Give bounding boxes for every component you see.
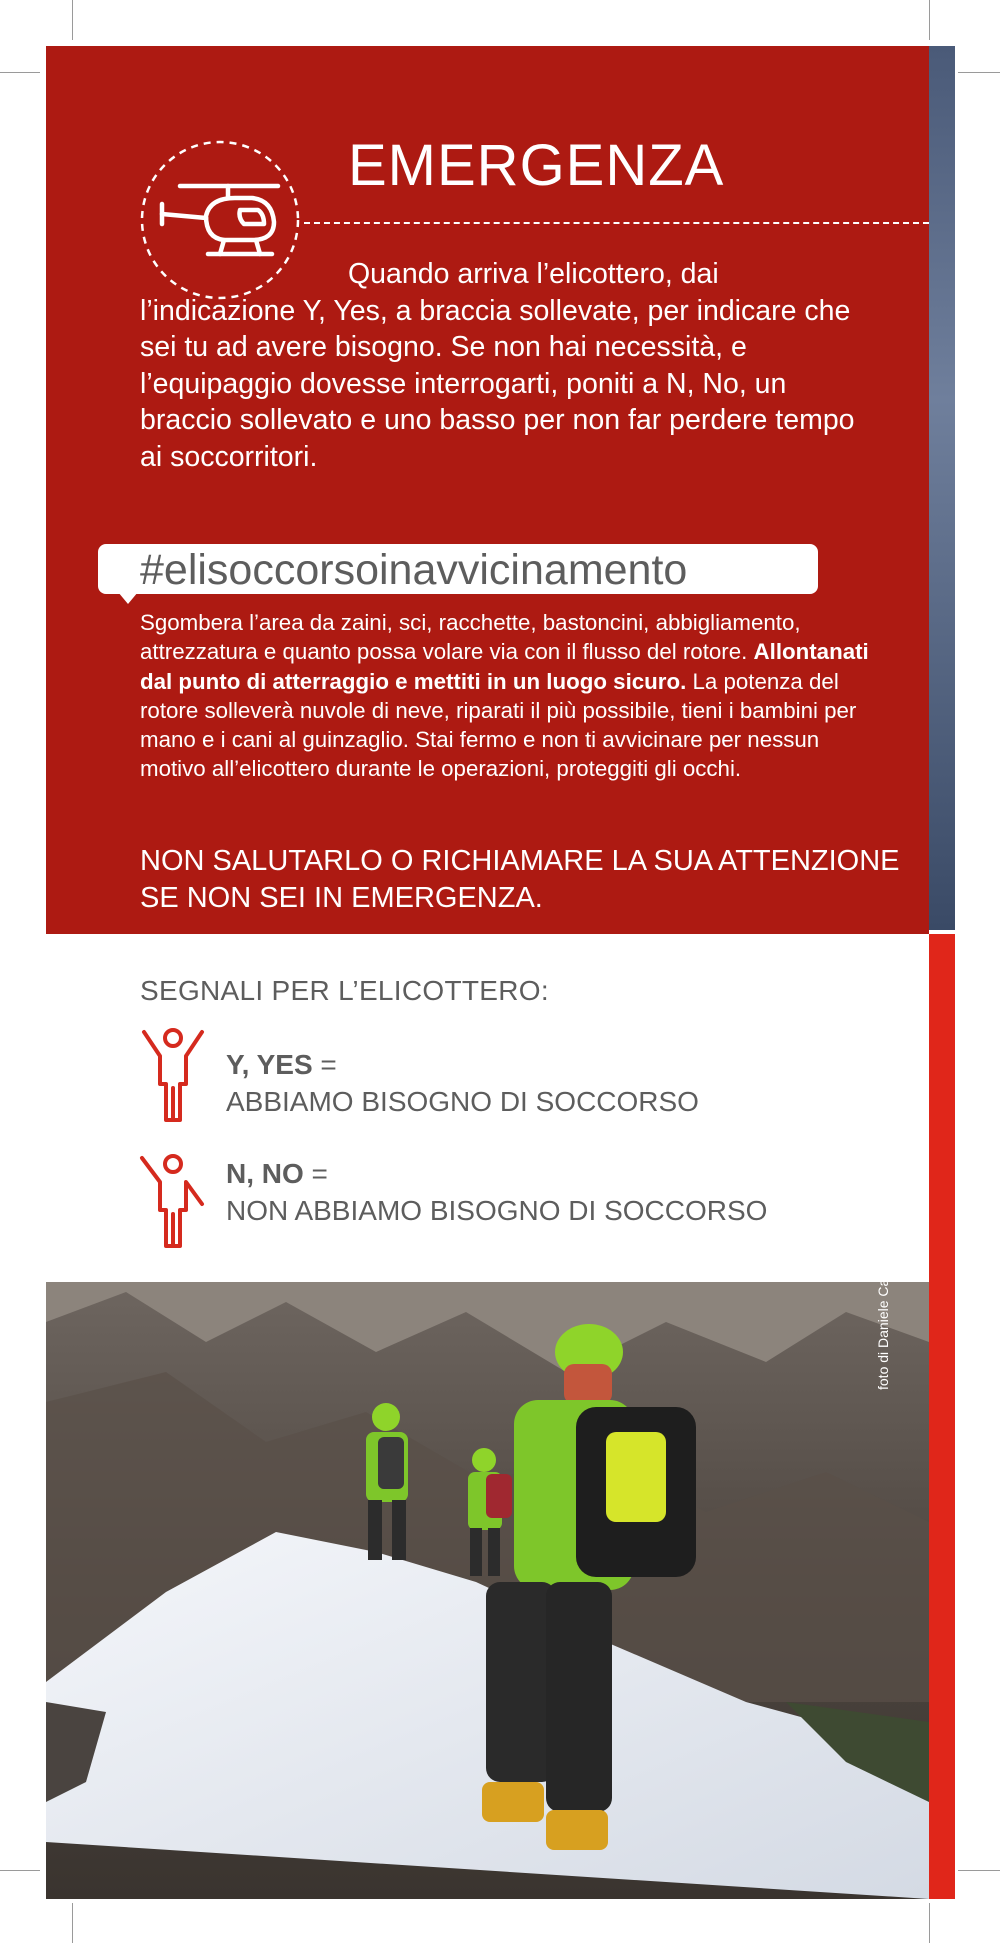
dashed-divider bbox=[304, 222, 929, 224]
crop-mark bbox=[0, 72, 40, 73]
crop-mark bbox=[929, 0, 930, 40]
instructions-bold: Allontanati dal punto di atterraggio e mettiti in un luogo sicuro. bbox=[140, 639, 869, 694]
crop-mark bbox=[929, 1903, 930, 1943]
signal-yes: Y, YES = ABBIAMO BISOGNO DI SOCCORSO bbox=[226, 1049, 699, 1117]
person-no-icon bbox=[138, 1152, 208, 1250]
signals-title: SEGNALI PER L’ELICOTTERO: bbox=[140, 975, 549, 1006]
photo-credit: foto di Daniele Casarotto bbox=[875, 1235, 891, 1390]
signal-no: N, NO = NON ABBIAMO BISOGNO DI SOCCORSO bbox=[226, 1158, 768, 1226]
signal-no-label: N, NO bbox=[226, 1158, 304, 1189]
crop-mark bbox=[0, 1870, 40, 1871]
warning-text: NON SALUTARLO O RICHIAMARE LA SUA ATTENZIONE SE NON SEI IN EMERGENZA. bbox=[140, 845, 900, 914]
instructions-paragraph: Sgombera l’area da zaini, sci, racchette, bastoncini, abbigliamento, attrezzatura e quanto possa volare via con il flusso del rotore. Allontanati dal punto di atterraggio e mettiti in un luogo sicuro. La potenza del rotore solleverà nuvole di neve, riparati il più possibile, tieni i bambini per mano e i cani al guinzaglio. Stai fermo e non ti avvicinare per nessun motivo all’elicottero durante le operazioni, proteggiti gli occhi. bbox=[140, 610, 869, 782]
mountain-rescue-photo bbox=[46, 1282, 929, 1899]
signal-yes-desc: ABBIAMO BISOGNO DI SOCCORSO bbox=[226, 1086, 699, 1117]
person-yes-icon bbox=[138, 1026, 208, 1124]
photo-bleed-strip bbox=[929, 46, 955, 930]
page-title: EMERGENZA bbox=[348, 133, 725, 198]
hashtag: #elisoccorsoinavvicinamento bbox=[140, 546, 688, 594]
crop-mark bbox=[72, 1903, 73, 1943]
crop-mark bbox=[72, 0, 73, 40]
signal-no-desc: NON ABBIAMO BISOGNO DI SOCCORSO bbox=[226, 1195, 768, 1226]
red-edge-strip bbox=[929, 934, 955, 1899]
signal-yes-label: Y, YES bbox=[226, 1049, 313, 1080]
intro-paragraph: Quando arriva l’elicottero, dai l’indicazione Y, Yes, a braccia sollevate, per indicare che sei tu ad avere bisogno. Se non hai necessità, e l’equipaggio dovesse interrogarti, poniti a N, No, un braccio sollevato e uno basso per non far perdere tempo ai soccorritori. bbox=[140, 258, 855, 473]
crop-mark bbox=[958, 1870, 1000, 1871]
hashtag-bubble-tail bbox=[118, 592, 138, 604]
crop-mark bbox=[958, 72, 1000, 73]
